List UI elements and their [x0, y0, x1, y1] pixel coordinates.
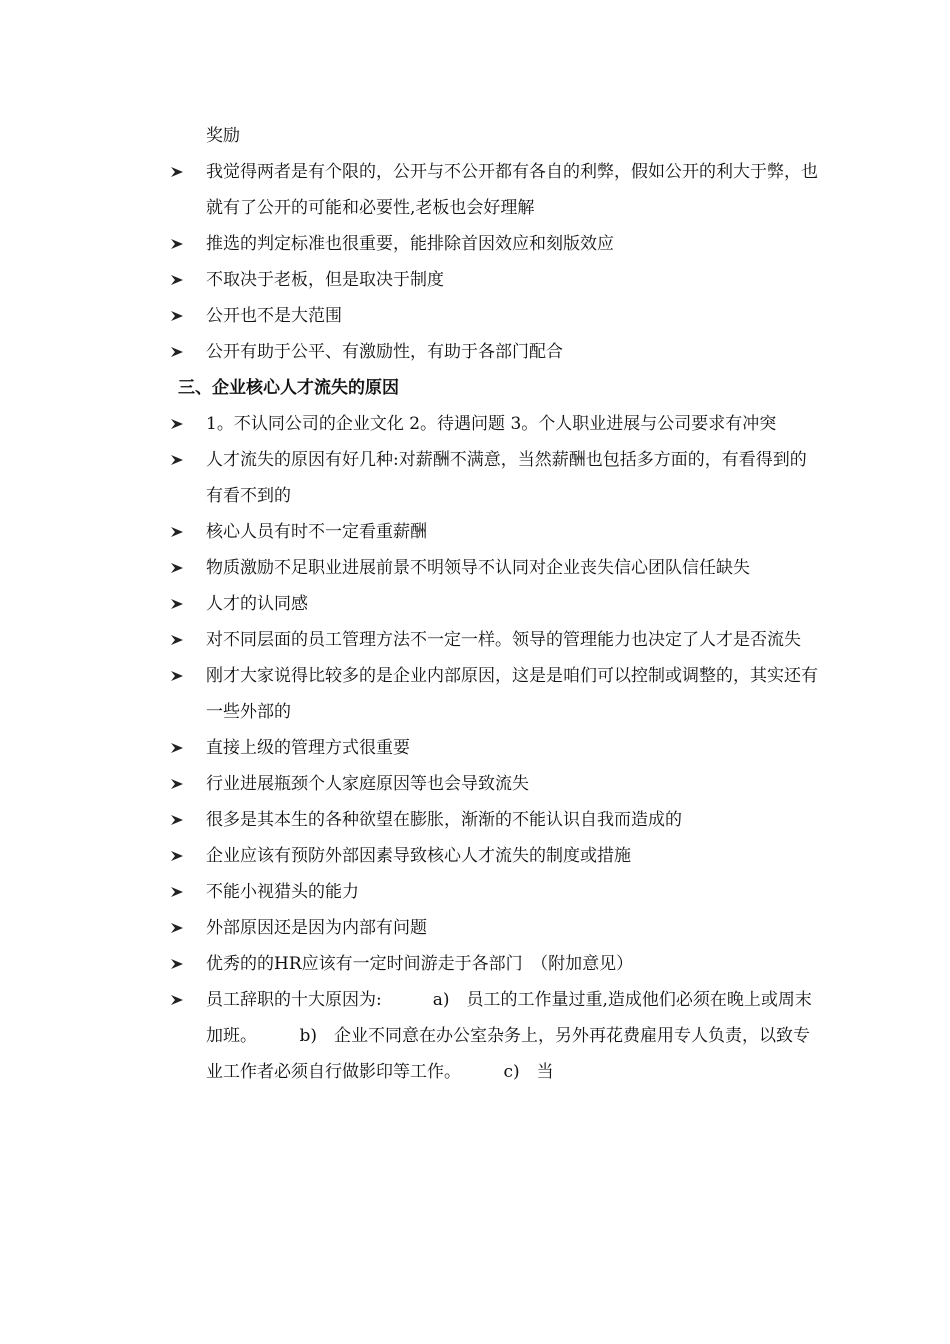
list-item: 企业应该有预防外部因素导致核心人才流失的制度或措施	[170, 838, 820, 874]
arrow-bullet-icon	[170, 910, 190, 946]
arrow-bullet-icon	[170, 766, 190, 802]
list-item: 人才流失的原因有好几种:对薪酬不满意，当然薪酬也包括多方面的，有看得到的有看不到的	[170, 442, 820, 514]
list-item: 对不同层面的员工管理方法不一定一样。领导的管理能力也决定了人才是否流失	[170, 622, 820, 658]
arrow-bullet-icon	[170, 406, 190, 442]
arrow-bullet-icon	[170, 730, 190, 766]
arrow-bullet-icon	[170, 658, 190, 694]
arrow-bullet-icon	[170, 982, 190, 1018]
arrow-bullet-icon	[170, 802, 190, 838]
list-item: 核心人员有时不一定看重薪酬	[170, 514, 820, 550]
list-item: 员工辞职的十大原因为: a) 员工的工作量过重,造成他们必须在晚上或周末加班。 b) 企业不同意在办公室杂务上，另外再花费雇用专人负责，以致专业工作者必须自行做影印等工作。 c) 当	[170, 982, 820, 1090]
list-item: 不取决于老板，但是取决于制度	[170, 262, 820, 298]
arrow-bullet-icon	[170, 586, 190, 622]
list-item: 推选的判定标准也很重要，能排除首因效应和刻版效应	[170, 226, 820, 262]
list-item: 直接上级的管理方式很重要	[170, 730, 820, 766]
arrow-bullet-icon	[170, 838, 190, 874]
list-item: 优秀的的HR应该有一定时间游走于各部门 （附加意见）	[170, 946, 820, 982]
list-item: 很多是其本生的各种欲望在膨胀，渐渐的不能认识自我而造成的	[170, 802, 820, 838]
list-item: 人才的认同感	[170, 586, 820, 622]
arrow-bullet-icon	[170, 262, 190, 298]
arrow-bullet-icon	[170, 298, 190, 334]
document-body	[170, 118, 820, 1090]
continuation-text: 奖励	[206, 126, 240, 146]
arrow-bullet-icon	[170, 622, 190, 658]
arrow-bullet-icon	[170, 226, 190, 262]
list-item: 1。不认同公司的企业文化 2。待遇问题 3。个人职业进展与公司要求有冲突	[170, 406, 820, 442]
list-item: 外部原因还是因为内部有问题	[170, 910, 820, 946]
arrow-bullet-icon	[170, 874, 190, 910]
list-item: 公开有助于公平、有激励性，有助于各部门配合	[170, 334, 820, 370]
list-item: 行业进展瓶颈个人家庭原因等也会导致流失	[170, 766, 820, 802]
arrow-bullet-icon	[170, 550, 190, 586]
list-item: 物质激励不足职业进展前景不明领导不认同对企业丧失信心团队信任缺失	[170, 550, 820, 586]
list-item: 我觉得两者是有个限的，公开与不公开都有各自的利弊，假如公开的利大于弊，也就有了公开的可能和必要性,老板也会好理解	[170, 154, 820, 226]
arrow-bullet-icon	[170, 154, 190, 190]
list-item: 不能小视猎头的能力	[170, 874, 820, 910]
list-item: 公开也不是大范围	[170, 298, 820, 334]
list-item: 刚才大家说得比较多的是企业内部原因，这是是咱们可以控制或调整的，其实还有一些外部的	[170, 658, 820, 730]
arrow-bullet-icon	[170, 442, 190, 478]
arrow-bullet-icon	[170, 514, 190, 550]
arrow-bullet-icon	[170, 946, 190, 982]
arrow-bullet-icon	[170, 334, 190, 370]
section-heading: 三、企业核心人才流失的原因	[178, 378, 399, 398]
